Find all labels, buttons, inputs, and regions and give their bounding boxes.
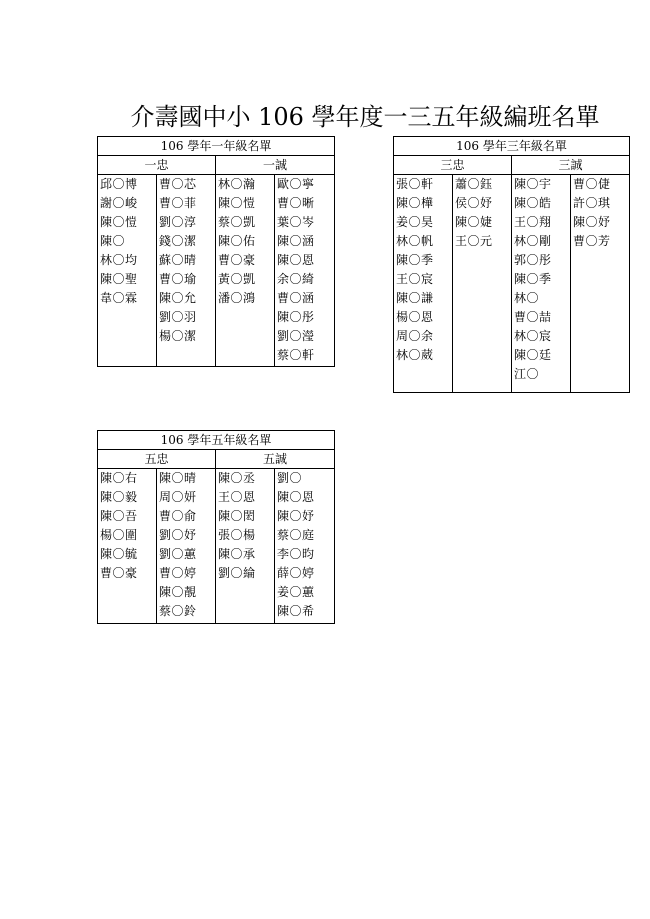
grade5-roster-header: 106 學年五年級名單 bbox=[98, 431, 335, 450]
student-name: 陳〇恩 bbox=[277, 490, 315, 504]
student-name: 王〇宸 bbox=[396, 272, 434, 286]
student-name: 林〇瀚 bbox=[218, 177, 256, 191]
student-name: 李〇昀 bbox=[277, 547, 315, 561]
student-name: 陳〇毓 bbox=[100, 547, 138, 561]
student-name: 蕭〇鈺 bbox=[455, 177, 493, 191]
grade1-roster-header: 106 學年一年級名單 bbox=[98, 137, 335, 156]
class-name-3-loyal: 三忠 bbox=[394, 156, 512, 175]
student-name: 薛〇婷 bbox=[277, 566, 315, 580]
student-name: 歐〇寧 bbox=[277, 177, 315, 191]
student-name: 侯〇妤 bbox=[455, 196, 493, 210]
student-name: 陳〇毅 bbox=[100, 490, 138, 504]
student-name: 劉〇瀅 bbox=[277, 329, 315, 343]
name-column bbox=[216, 469, 275, 624]
student-name: 林〇葳 bbox=[396, 348, 434, 362]
student-name: 蔡〇軒 bbox=[277, 348, 315, 362]
student-name: 劉〇淳 bbox=[159, 215, 197, 229]
student-name: 王〇元 bbox=[455, 234, 493, 248]
student-name: 許〇琪 bbox=[573, 196, 611, 210]
student-name: 曹〇芯 bbox=[159, 177, 197, 191]
student-name: 曹〇芳 bbox=[573, 234, 611, 248]
student-name: 林〇宸 bbox=[514, 329, 552, 343]
student-name: 曹〇婷 bbox=[159, 566, 197, 580]
student-name: 王〇恩 bbox=[218, 490, 256, 504]
student-name: 陳〇季 bbox=[514, 272, 552, 286]
student-name: 郭〇彤 bbox=[514, 253, 552, 267]
student-name: 陳〇吾 bbox=[100, 509, 138, 523]
student-name: 劉〇羽 bbox=[159, 310, 197, 324]
student-name: 陳〇晴 bbox=[159, 471, 197, 485]
student-name: 周〇余 bbox=[396, 329, 434, 343]
student-name: 姜〇昊 bbox=[396, 215, 434, 229]
student-name: 陳〇恩 bbox=[277, 253, 315, 267]
student-name: 陳〇涵 bbox=[277, 234, 315, 248]
student-name: 黃〇凱 bbox=[218, 272, 256, 286]
student-name: 曹〇瑜 bbox=[159, 272, 197, 286]
student-name: 蔡〇庭 bbox=[277, 528, 315, 542]
name-column bbox=[512, 175, 571, 393]
grade3-roster-table bbox=[393, 136, 630, 393]
student-name: 陳〇彤 bbox=[277, 310, 315, 324]
student-name: 陳〇愷 bbox=[100, 215, 138, 229]
name-column bbox=[98, 175, 157, 367]
student-name: 陳〇季 bbox=[396, 253, 434, 267]
student-name: 曹〇喆 bbox=[514, 310, 552, 324]
student-name: 張〇楊 bbox=[218, 528, 256, 542]
student-name: 陳〇皓 bbox=[514, 196, 552, 210]
student-name: 陳〇佑 bbox=[218, 234, 256, 248]
student-name: 姜〇蕙 bbox=[277, 585, 315, 599]
student-name: 邱〇博 bbox=[100, 177, 138, 191]
student-name: 張〇軒 bbox=[396, 177, 434, 191]
name-column bbox=[275, 469, 335, 624]
student-name: 陳〇愷 bbox=[218, 196, 256, 210]
student-name: 蔡〇凱 bbox=[218, 215, 256, 229]
student-name: 陳〇廷 bbox=[514, 348, 552, 362]
student-name: 錢〇潔 bbox=[159, 234, 197, 248]
student-name: 曹〇俞 bbox=[159, 509, 197, 523]
student-name: 陳〇允 bbox=[159, 291, 197, 305]
student-name: 陳〇閎 bbox=[218, 509, 256, 523]
student-name: 陳〇樺 bbox=[396, 196, 434, 210]
student-name: 陳〇 bbox=[100, 234, 126, 248]
student-name: 劉〇蕙 bbox=[159, 547, 197, 561]
grade5-roster-table bbox=[97, 430, 335, 624]
class-name-5-honest: 五誠 bbox=[216, 450, 335, 469]
student-name: 林〇剛 bbox=[514, 234, 552, 248]
name-column bbox=[394, 175, 453, 393]
student-name: 江〇 bbox=[514, 367, 540, 381]
student-name: 葉〇岑 bbox=[277, 215, 315, 229]
student-name: 曹〇豪 bbox=[218, 253, 256, 267]
name-column bbox=[453, 175, 512, 393]
student-name: 陳〇希 bbox=[277, 604, 315, 618]
student-name: 潘〇鴻 bbox=[218, 291, 256, 305]
student-name: 陳〇妤 bbox=[277, 509, 315, 523]
page-title: 介壽國中小 106 學年度一三五年級編班名單 bbox=[130, 103, 600, 131]
student-name: 陳〇靚 bbox=[159, 585, 197, 599]
student-name: 陳〇丞 bbox=[218, 471, 256, 485]
class-name-1-honest: 一誠 bbox=[216, 156, 335, 175]
student-name: 謝〇峻 bbox=[100, 196, 138, 210]
student-name: 楊〇恩 bbox=[396, 310, 434, 324]
student-name: 陳〇妤 bbox=[573, 215, 611, 229]
student-name: 陳〇右 bbox=[100, 471, 138, 485]
name-column bbox=[275, 175, 335, 367]
student-name: 陳〇承 bbox=[218, 547, 256, 561]
student-name: 劉〇綸 bbox=[218, 566, 256, 580]
class-name-5-loyal: 五忠 bbox=[98, 450, 216, 469]
student-name: 陳〇聖 bbox=[100, 272, 138, 286]
class-name-3-honest: 三誠 bbox=[512, 156, 630, 175]
name-column bbox=[157, 175, 216, 367]
student-name: 林〇 bbox=[514, 291, 540, 305]
student-name: 楊〇圍 bbox=[100, 528, 138, 542]
student-name: 陳〇婕 bbox=[455, 215, 493, 229]
student-name: 劉〇 bbox=[277, 471, 303, 485]
grade3-roster-header: 106 學年三年級名單 bbox=[394, 137, 630, 156]
grade1-roster-table bbox=[97, 136, 335, 367]
student-name: 王〇翔 bbox=[514, 215, 552, 229]
name-column bbox=[157, 469, 216, 624]
student-name: 林〇均 bbox=[100, 253, 138, 267]
class-name-1-loyal: 一忠 bbox=[98, 156, 216, 175]
student-name: 韋〇霖 bbox=[100, 291, 138, 305]
student-name: 余〇綺 bbox=[277, 272, 315, 286]
name-column bbox=[216, 175, 275, 367]
student-name: 陳〇宇 bbox=[514, 177, 552, 191]
student-name: 陳〇謙 bbox=[396, 291, 434, 305]
student-name: 曹〇倢 bbox=[573, 177, 611, 191]
student-name: 曹〇豪 bbox=[100, 566, 138, 580]
student-name: 曹〇晰 bbox=[277, 196, 315, 210]
student-name: 曹〇菲 bbox=[159, 196, 197, 210]
student-name: 劉〇妤 bbox=[159, 528, 197, 542]
student-name: 林〇帆 bbox=[396, 234, 434, 248]
name-column bbox=[571, 175, 630, 393]
student-name: 蔡〇鈴 bbox=[159, 604, 197, 618]
student-name: 楊〇潔 bbox=[159, 329, 197, 343]
student-name: 曹〇涵 bbox=[277, 291, 315, 305]
student-name: 蘇〇晴 bbox=[159, 253, 197, 267]
name-column bbox=[98, 469, 157, 624]
student-name: 周〇妍 bbox=[159, 490, 197, 504]
